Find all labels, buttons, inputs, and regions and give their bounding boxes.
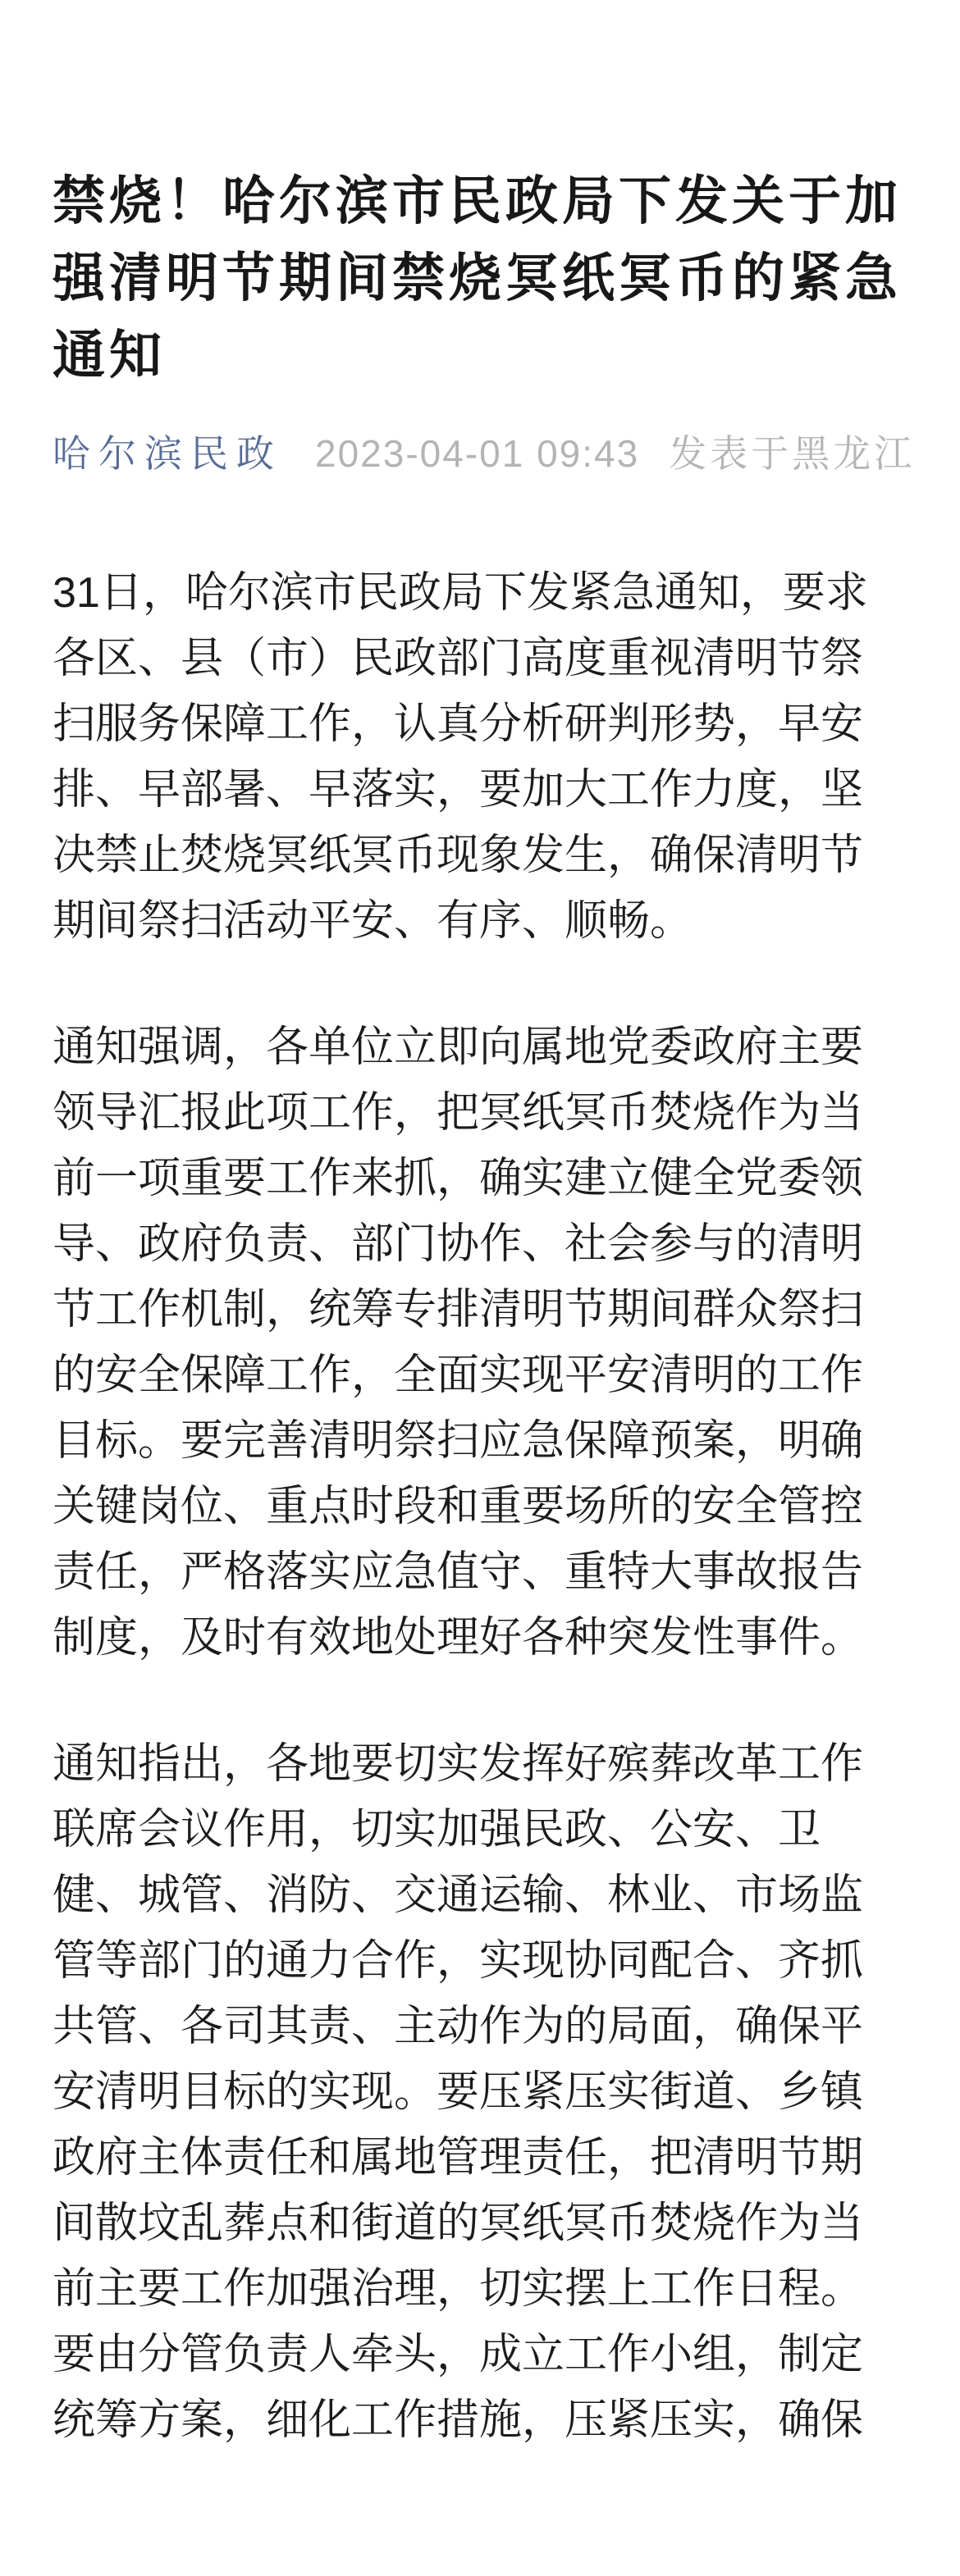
text-line: 要由分管负责人牵头，成立工作小组，制定 — [53, 2331, 864, 2378]
text-line: 统筹方案，细化工作措施，压紧压实，确保 — [53, 2396, 864, 2444]
paragraph — [53, 560, 907, 954]
text-line: 31日，哈尔滨市民政局下发紧急通知，要求 — [53, 569, 868, 617]
paragraph — [53, 1014, 907, 1671]
title-line: 禁烧！哈尔滨市民政局下发关于加 — [53, 171, 902, 230]
article-title — [53, 162, 907, 394]
text-line: 通知指出，各地要切实发挥好殡葬改革工作 — [53, 1740, 864, 1788]
title-line: 强清明节期间禁烧冥纸冥币的紧急 — [53, 248, 902, 308]
text-line: 制度，及时有效地处理好各种突发性事件。 — [53, 1614, 864, 1662]
text-line: 关键岗位、重点时段和重要场所的安全管控 — [53, 1483, 864, 1530]
author-link[interactable]: 哈尔滨民政 — [53, 432, 282, 475]
text-line: 共管、各司其责、主动作为的局面，确保平 — [53, 2003, 864, 2050]
text-line: 的安全保障工作，全面实现平安清明的工作 — [53, 1352, 864, 1399]
text-line: 目标。要完善清明祭扫应急保障预案，明确 — [53, 1417, 864, 1465]
article — [0, 162, 960, 2453]
text-line: 节工作机制，统筹专排清明节期间群众祭扫 — [53, 1286, 864, 1334]
text-line: 各区、县（市）民政部门高度重视清明节祭 — [53, 635, 864, 682]
text-line: 前主要工作加强治理，切实摆上工作日程。 — [53, 2265, 864, 2313]
text-line: 联席会议作用，切实加强民政、公安、卫 — [53, 1806, 821, 1853]
text-line: 导、政府负责、部门协作、社会参与的清明 — [53, 1220, 864, 1268]
article-page — [0, 162, 960, 2576]
byline — [53, 429, 916, 478]
text-line: 前一项重要工作来抓，确实建立健全党委领 — [53, 1155, 864, 1202]
text-line: 政府主体责任和属地管理责任，把清明节期 — [53, 2134, 864, 2182]
text-line: 排、早部暑、早落实，要加大工作力度，坚 — [53, 766, 864, 814]
publish-date: 2023-04-01 09:43 — [315, 432, 640, 475]
text-line: 间散坟乱葬点和街道的冥纸冥币焚烧作为当 — [53, 2200, 864, 2247]
paragraph — [53, 1731, 907, 2453]
text-line: 管等部门的通力合作，实现协同配合、齐抓 — [53, 1937, 864, 1985]
text-line: 健、城管、消防、交通运输、林业、市场监 — [53, 1872, 864, 1919]
text-line: 决禁止焚烧冥纸冥币现象发生，确保清明节 — [53, 832, 864, 879]
text-line: 安清明目标的实现。要压紧压实街道、乡镇 — [53, 2068, 864, 2116]
title-line: 通知 — [53, 326, 166, 385]
text-line: 责任，严格落实应急值守、重特大事故报告 — [53, 1548, 864, 1596]
text-line: 通知强调，各单位立即向属地党委政府主要 — [53, 1024, 864, 1071]
publish-location: 发表于黑龙江 — [669, 432, 916, 475]
text-line: 期间祭扫活动平安、有序、顺畅。 — [53, 897, 693, 945]
text-line: 扫服务保障工作，认真分析研判形势，早安 — [53, 700, 864, 748]
text-line: 领导汇报此项工作，把冥纸冥币焚烧作为当 — [53, 1089, 864, 1137]
article-body — [53, 560, 907, 2453]
